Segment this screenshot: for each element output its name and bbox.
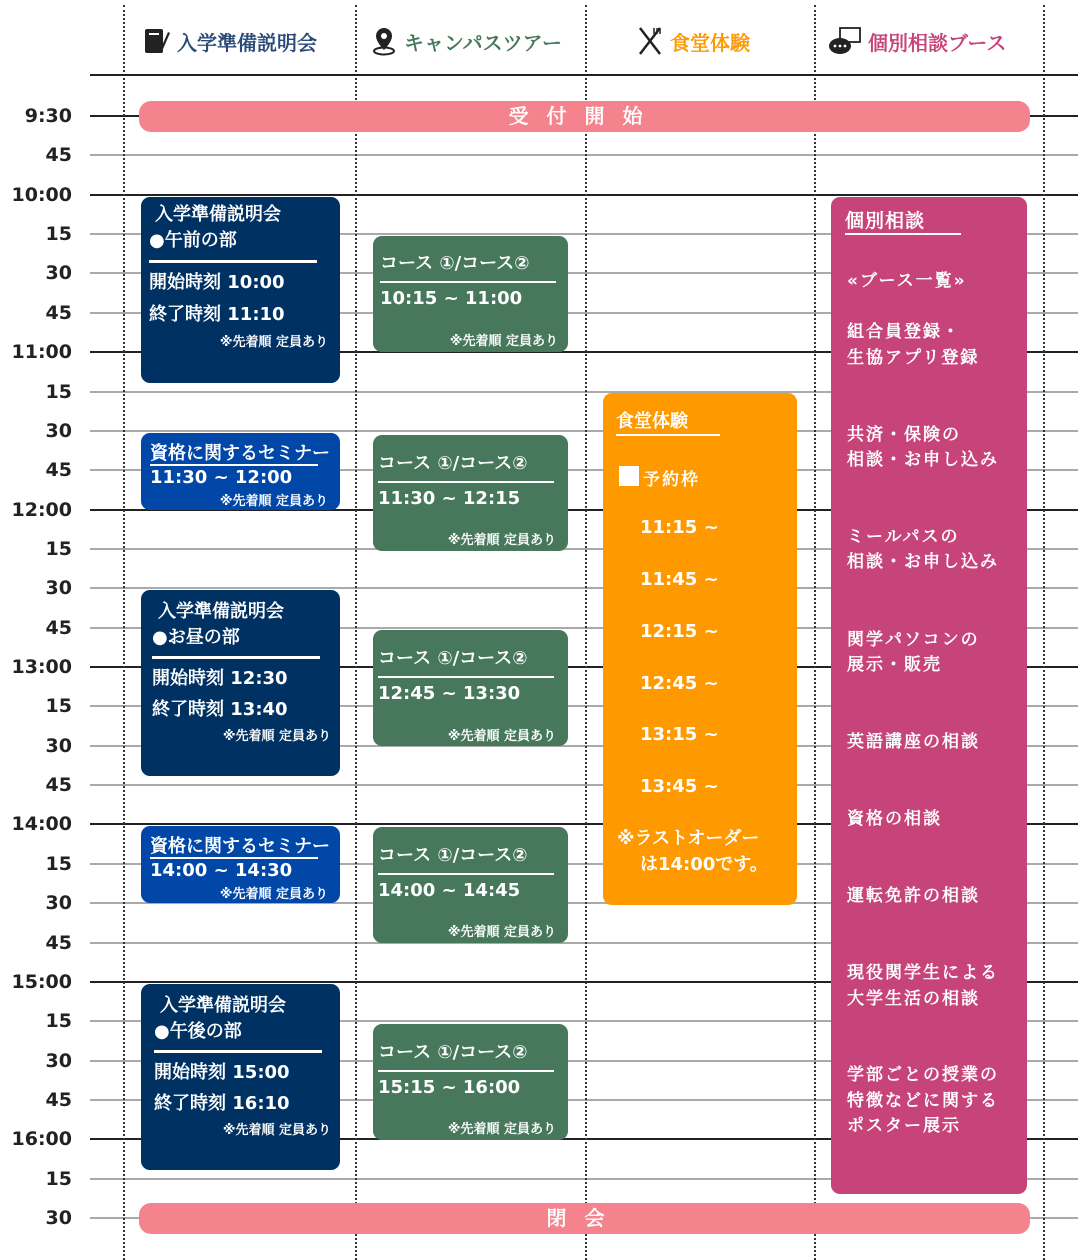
time-label: 45 [45,931,72,954]
time-label: 15 [45,852,72,875]
divider [152,656,320,659]
tour-course: コース ①/コース② [378,845,528,866]
last-order-note: ※ラストオーダー [617,828,760,849]
tour-time: 10:15 ~ 11:00 [380,288,523,309]
briefing-note: ※先着順 定員あり [219,335,328,350]
column-divider [1043,5,1045,1260]
tour-course: コース ①/コース② [378,453,528,474]
time-label: 12:00 [11,498,72,521]
tour-4 [373,827,568,943]
time-label: 30 [45,1049,72,1072]
divider [380,281,556,283]
time-label: 13:00 [11,656,72,679]
booth-item: 学部ごとの授業の [847,1065,999,1085]
booth-item: 展示・販売 [847,655,942,675]
booth-item: 相談・お申し込み [847,450,999,470]
briefing-afternoon [141,984,340,1170]
fork-knife-icon [636,26,664,56]
divider [378,481,554,483]
divider [378,1070,554,1072]
column-divider [123,5,125,1260]
tour-time: 15:15 ~ 16:00 [378,1077,521,1098]
booth-list-title: «ブース一覧» [847,271,967,291]
seminar-title: 資格に関するセミナー [150,836,330,857]
seminar-note: ※先着順 定員あり [219,494,328,509]
slots-label: 予約枠 [643,470,700,490]
divider [154,1050,322,1053]
tour-5 [373,1024,568,1140]
time-label: 15 [45,1167,72,1190]
booth-item: 現役関学生による [847,963,999,983]
divider [378,873,554,875]
tour-course: コース ①/コース② [380,253,530,274]
time-label: 30 [45,1207,72,1230]
header-consult [828,26,1006,56]
tour-course: コース ①/コース② [378,648,528,669]
divider [378,676,554,678]
header-tour [370,26,562,56]
tour-2 [373,435,568,551]
briefing-start: 開始時刻 15:00 [154,1062,290,1083]
time-label: 30 [45,262,72,285]
reception-start-bar: 受付開始 [139,101,1030,132]
booth-item: 相談・お申し込み [847,552,999,572]
cafeteria-block [603,393,797,905]
time-label: 16:00 [11,1128,72,1151]
time-label: 15 [45,223,72,246]
divider [150,464,318,466]
time-gridline [90,194,1078,196]
booth-item: 関学パソコンの [847,630,980,650]
seminar-note: ※先着順 定員あり [219,887,328,902]
closing-bar: 閉会 [139,1203,1030,1234]
booth-item: 組合員登録・ [847,322,961,342]
header-label: 個別相談ブース [868,30,1007,55]
briefing-session: ●午後の部 [154,1021,242,1042]
booth-item: 資格の相談 [847,809,942,829]
time-label: 45 [45,301,72,324]
header-divider [90,74,1078,76]
consultation-block [831,197,1027,1194]
briefing-morning [141,197,340,383]
header-label: キャンパスツアー [404,30,562,55]
tour-note: ※先着順 定員あり [447,925,556,940]
booth-item: 運転免許の相談 [847,886,980,906]
divider [845,233,961,235]
time-gridline [90,154,1078,156]
briefing-end: 終了時刻 16:10 [154,1093,290,1114]
last-order-note: は14:00です。 [640,854,768,875]
time-label: 45 [45,1089,72,1111]
time-label: 15 [45,695,72,718]
seminar-title: 資格に関するセミナー [150,443,330,464]
slot-time: 11:45 ~ [640,569,719,590]
header-label: 食堂体験 [670,30,750,55]
time-label: 15 [45,1010,72,1033]
time-label: 15 [45,380,72,403]
time-label: 45 [45,459,72,482]
time-label: 30 [45,419,72,442]
briefing-noon [141,590,340,776]
briefing-end: 終了時刻 11:10 [149,304,285,325]
time-label: 11:00 [11,341,72,364]
booth-item: ポスター展示 [847,1116,961,1136]
time-label: 15 [45,537,72,560]
header-briefing [141,26,317,56]
square-bullet-icon [619,466,639,486]
divider [616,434,720,436]
time-label: 45 [45,774,72,797]
divider [149,260,317,263]
tour-note: ※先着順 定員あり [447,1122,556,1137]
slot-time: 11:15 ~ [640,517,719,538]
consult-title: 個別相談 [845,210,926,232]
time-label: 15:00 [11,970,72,993]
briefing-title: 入学準備説明会 [155,204,281,225]
tour-note: ※先着順 定員あり [447,533,556,548]
time-label: 30 [45,734,72,757]
briefing-session: ●お昼の部 [152,627,240,648]
time-label: 9:30 [24,105,72,127]
column-divider [585,5,587,1260]
map-pin-icon [370,26,398,56]
tour-time: 11:30 ~ 12:15 [378,488,521,509]
tour-time: 12:45 ~ 13:30 [378,683,521,704]
briefing-start: 開始時刻 12:30 [152,668,288,689]
briefing-note: ※先着順 定員あり [222,1123,331,1138]
header-label: 入学準備説明会 [177,30,317,55]
briefing-note: ※先着順 定員あり [222,729,331,744]
slot-time: 12:45 ~ [640,673,719,694]
slot-time: 12:15 ~ [640,621,719,642]
tour-course: コース ①/コース② [378,1042,528,1063]
column-divider [814,5,816,1260]
seminar-time: 11:30 ~ 12:00 [150,467,293,488]
chat-bubble-icon [828,26,862,56]
tour-note: ※先着順 定員あり [447,729,556,744]
tour-time: 14:00 ~ 14:45 [378,880,521,901]
briefing-end: 終了時刻 13:40 [152,699,288,720]
notebook-pen-icon [141,26,171,56]
column-divider [355,5,357,1260]
seminar-2 [141,826,340,903]
time-label: 30 [45,577,72,600]
briefing-title: 入学準備説明会 [158,601,284,622]
time-label: 30 [45,892,72,915]
time-label: 14:00 [11,813,72,836]
time-label: 45 [45,144,72,167]
time-label: 10:00 [11,183,72,206]
briefing-session: ●午前の部 [149,230,237,251]
tour-1 [373,236,568,352]
cafeteria-title: 食堂体験 [616,411,688,432]
briefing-start: 開始時刻 10:00 [149,272,285,293]
seminar-1 [141,433,340,510]
tour-3 [373,630,568,746]
divider [150,857,318,859]
header-cafeteria [636,26,750,56]
booth-item: 共済・保険の [847,425,961,445]
time-label: 45 [45,616,72,639]
slot-time: 13:45 ~ [640,776,719,797]
slot-time: 13:15 ~ [640,724,719,745]
seminar-time: 14:00 ~ 14:30 [150,860,293,881]
booth-item: 英語講座の相談 [847,732,980,752]
booth-item: 生協アプリ登録 [847,348,980,368]
tour-note: ※先着順 定員あり [449,334,558,349]
booth-item: 特徴などに関する [847,1091,999,1111]
booth-item: ミールパスの [847,527,960,547]
booth-item: 大学生活の相談 [847,989,980,1009]
briefing-title: 入学準備説明会 [160,995,286,1016]
